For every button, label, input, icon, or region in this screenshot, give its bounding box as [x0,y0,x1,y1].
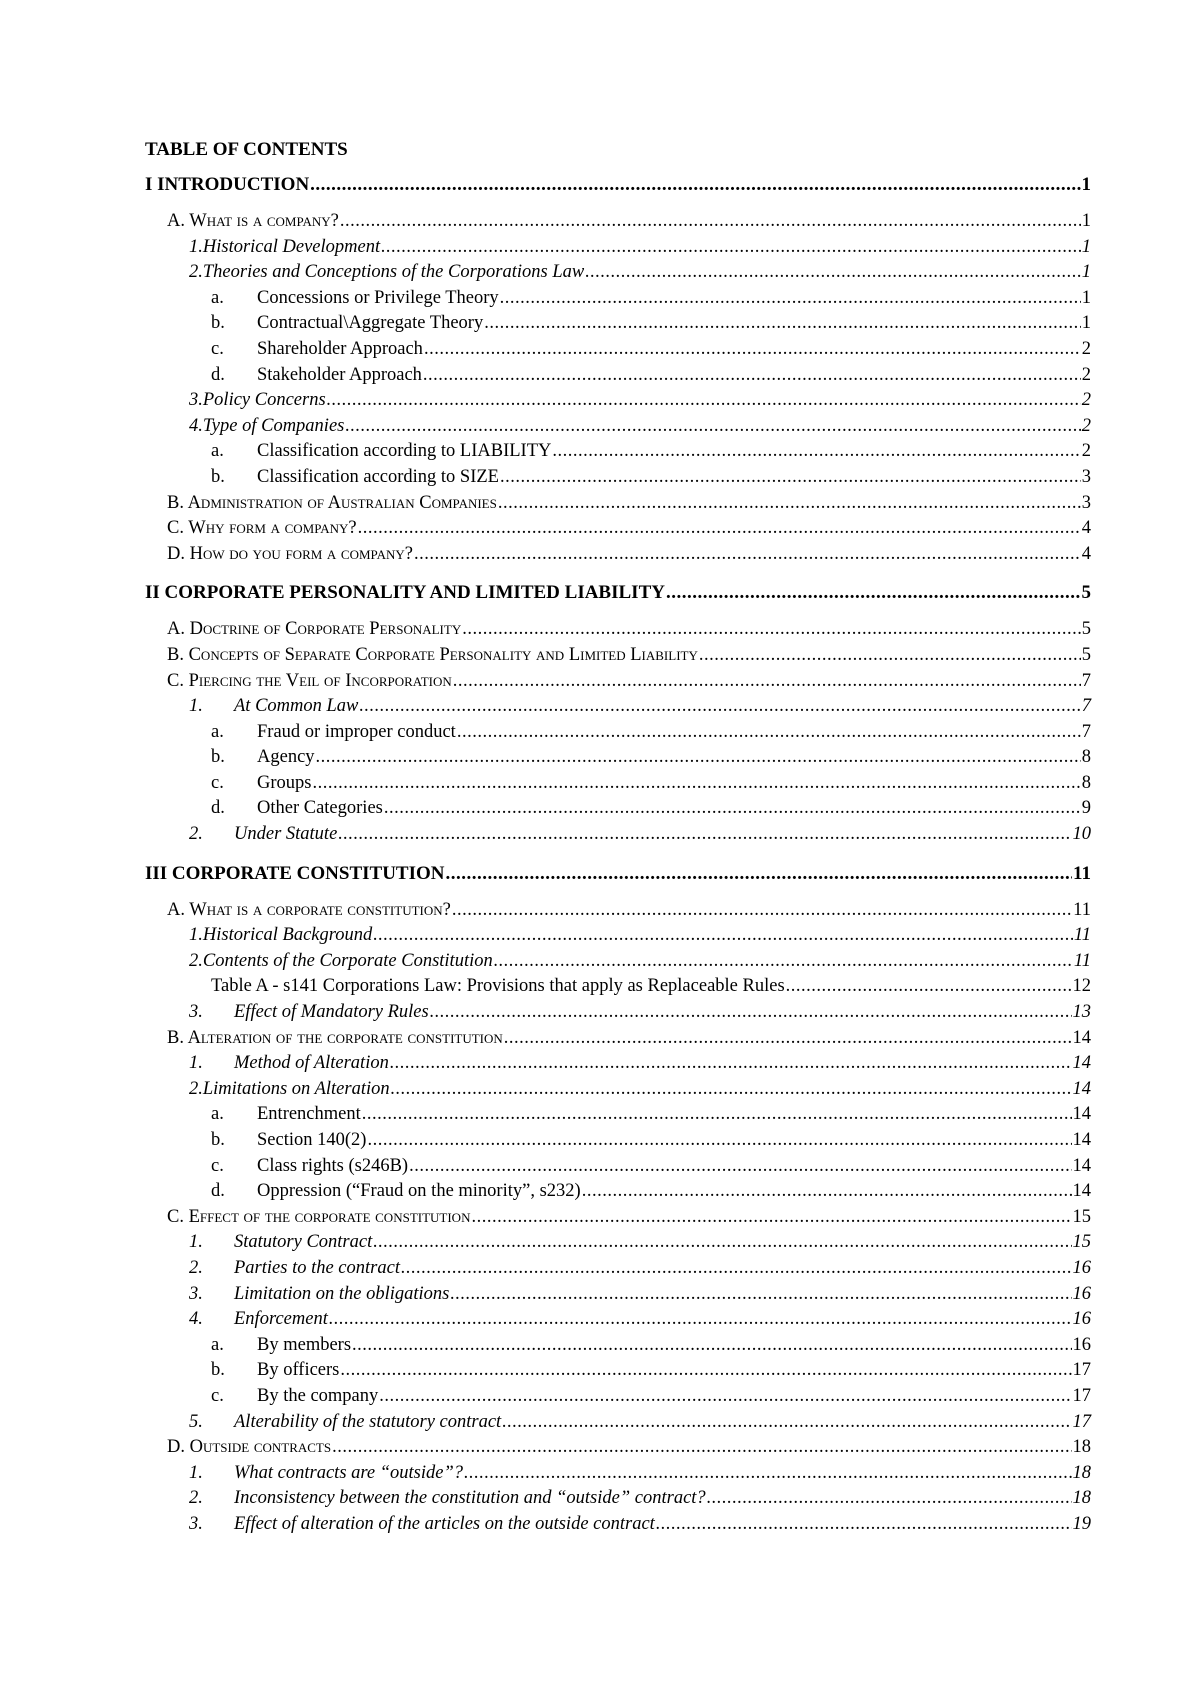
toc-page-number: 4 [1081,543,1091,564]
toc-entry-label: Effect of Mandatory Rules [234,1002,429,1023]
toc-entry-item[interactable] [145,337,1091,363]
dot-leader [340,209,1081,235]
toc-entry-label: C. Effect of the corporate constitution [167,1206,471,1227]
toc-page-number: 13 [1072,1002,1091,1023]
toc-entry-number: 2. [189,1257,203,1278]
toc-entry-number: 3. [189,1002,203,1023]
dot-leader [430,1000,1072,1026]
toc-entry-item[interactable] [145,796,1091,822]
toc-entry-item[interactable] [145,363,1091,389]
toc-page-number: 17 [1072,1411,1091,1432]
dot-leader [666,579,1081,607]
toc-entry-sub[interactable] [145,694,1091,720]
toc-entry-title [145,171,309,199]
toc-page-number: 17 [1072,1360,1091,1381]
toc-entry-number: 5. [189,1411,203,1432]
toc-entry-label: Contents of the Corporate Constitution [202,950,493,971]
toc-entry-title [211,1384,378,1410]
toc-entry-title [189,1256,400,1282]
toc-entry-label: C. Piercing the Veil of Incorporation [167,670,452,691]
toc-entry-number: 1. [189,1053,203,1074]
toc-entry-item[interactable] [145,1102,1091,1128]
toc-page-number: 2 [1081,390,1091,411]
toc-entry-title [211,439,551,465]
toc-entry-label: Fraud or improper conduct [257,721,456,742]
toc-entry-number: d. [211,1181,225,1202]
toc-entry-sub[interactable] [145,1051,1091,1077]
dot-leader [707,1486,1072,1512]
toc-entry-title [145,579,665,607]
toc-entry-sec[interactable] [145,542,1091,568]
toc-entry-sec[interactable] [145,491,1091,517]
dot-leader [471,1205,1071,1231]
toc-entry-item[interactable] [145,286,1091,312]
toc-page-number: 7 [1081,721,1091,742]
toc-entry-item[interactable] [145,1358,1091,1384]
toc-entry-sec[interactable] [145,643,1091,669]
dot-leader [494,949,1073,975]
toc-heading: TABLE OF CONTENTS [145,139,348,160]
toc-page-number: 11 [1073,862,1091,884]
toc-entry-sub[interactable] [145,1410,1091,1436]
toc-page-number: 5 [1081,644,1091,665]
toc-entry-title [167,1435,331,1461]
toc-entry-number: a. [211,1334,224,1355]
toc-entry-number: 2. [189,262,203,283]
toc-entry-number: a. [211,1104,224,1125]
toc-entry-sec[interactable] [145,209,1091,235]
toc-page-number: 19 [1072,1513,1091,1534]
toc-entry-label: B. Concepts of Separate Corporate Personality and Limited Liability [167,644,698,665]
dot-leader [500,286,1081,312]
toc-page-number: 2 [1081,338,1091,359]
toc-page-number: 16 [1072,1283,1091,1304]
toc-entry-label: At Common Law [234,696,359,717]
toc-entry-label: B. Alteration of the corporate constitution [167,1027,503,1048]
toc-entry-title [189,1230,372,1256]
dot-leader [498,491,1081,517]
toc-page-number: 14 [1072,1027,1091,1048]
toc-page-number: 11 [1073,899,1091,920]
dot-leader [401,1256,1072,1282]
toc-entry-item[interactable] [145,311,1091,337]
toc-entry-title [211,745,315,771]
toc-entry-number: 2. [189,1078,203,1099]
toc-entry-label: Type of Companies [202,415,345,436]
dot-leader [409,1154,1071,1180]
dot-leader [453,669,1081,695]
dot-leader [390,1051,1072,1077]
dot-leader [450,1282,1071,1308]
toc-entry-title [189,1410,501,1436]
toc-page-number: 14 [1072,1155,1091,1176]
dot-leader [582,1179,1072,1205]
toc-entry-title [211,286,499,312]
toc-entry-label: Alterability of the statutory contract [234,1411,502,1432]
toc-page-number: 1 [1081,211,1091,231]
toc-page-number: 1 [1081,313,1091,334]
toc-entry-part[interactable] [145,860,1091,888]
toc-entry-number: a. [211,441,224,462]
toc-entry-sub[interactable] [145,1000,1091,1026]
dot-leader [332,1435,1071,1461]
toc-entry-sub[interactable] [145,1461,1091,1487]
toc-page-number: 14 [1072,1104,1091,1125]
toc-entry-plain[interactable] [145,974,1091,1000]
toc-entry-title [211,1179,581,1205]
toc-entry-title [211,720,456,746]
toc-entry-sec[interactable] [145,1026,1091,1052]
toc-entry-number: 3. [189,1283,203,1304]
toc-entry-title [211,465,499,491]
toc-entry-number: b. [211,313,225,334]
toc-entry-title [189,1461,463,1487]
toc-entry-number: 1. [189,1232,203,1253]
toc-entry-title [167,491,497,517]
toc-page-number: 14 [1072,1053,1091,1074]
dot-leader [358,516,1081,542]
toc-entry-label: Shareholder Approach [257,338,423,359]
toc-page-number: 14 [1072,1181,1091,1202]
dot-leader [552,439,1080,465]
toc-entry-label: By members [257,1334,352,1355]
toc-entry-label: Parties to the contract [234,1257,400,1278]
toc-entry-sub[interactable] [145,1512,1091,1538]
toc-entry-label: Effect of alteration of the articles on the outside contract [234,1513,655,1534]
toc-entry-sub[interactable] [145,414,1091,440]
toc-page-number: 1 [1081,287,1091,308]
toc-entry-label: A. What is a corporate constitution? [167,899,451,920]
toc-entry-title [189,1282,449,1308]
dot-leader [381,235,1081,261]
toc-entry-title [167,209,339,235]
toc-entry-label: Policy Concerns [202,390,326,411]
toc-page-number: 1 [1081,174,1091,195]
toc-entry-title [167,669,452,695]
toc-page-number: 11 [1073,950,1091,971]
toc-entry-label: Classification according to SIZE [257,466,499,487]
toc-entry-label: III CORPORATE CONSTITUTION [145,862,445,884]
toc-list [145,171,1091,1538]
dot-leader [500,465,1081,491]
dot-leader [391,1077,1072,1103]
toc-entry-label: Table A - s141 Corporations Law: Provisions that apply as Replaceable Rules [211,976,785,997]
dot-leader [423,363,1081,389]
toc-entry-number: 2. [189,824,203,845]
toc-entry-title [189,388,326,414]
toc-entry-number: c. [211,1155,224,1176]
toc-entry-number: 4. [189,415,203,436]
toc-entry-title [211,363,422,389]
toc-entry-label: By the company [257,1385,379,1406]
toc-entry-sec[interactable] [145,1205,1091,1231]
toc-entry-title [167,516,357,542]
toc-entry-title [211,1128,366,1154]
toc-entry-label: Under Statute [234,824,338,845]
toc-entry-label: B. Administration of Australian Companies [167,492,497,513]
toc-page-number: 2 [1081,441,1091,462]
toc-entry-item[interactable] [145,720,1091,746]
toc-entry-label: Classification according to LIABILITY [257,441,552,462]
toc-entry-sub[interactable] [145,1077,1091,1103]
dot-leader [502,1410,1071,1436]
toc-page-number: 8 [1081,747,1091,768]
toc-page-number: 8 [1081,772,1091,793]
dot-leader [484,311,1081,337]
toc-entry-sub[interactable] [145,1282,1091,1308]
toc-page-number: 15 [1072,1206,1091,1227]
toc-entry-part[interactable] [145,579,1091,607]
toc-entry-item[interactable] [145,1384,1091,1410]
toc-entry-number: 1. [189,925,203,946]
toc-entry-label: Entrenchment [257,1104,361,1125]
toc-page-number: 1 [1081,236,1091,257]
dot-leader [345,414,1080,440]
toc-entry-title [189,822,337,848]
toc-entry-sec[interactable] [145,617,1091,643]
toc-entry-number: d. [211,364,225,385]
toc-entry-label: Stakeholder Approach [257,364,422,385]
dot-leader [699,643,1081,669]
dot-leader [656,1512,1072,1538]
toc-entry-item[interactable] [145,1333,1091,1359]
toc-entry-number: 1. [189,696,203,717]
dot-leader [585,260,1081,286]
toc-entry-number: 2. [189,1488,203,1509]
toc-page-number: 3 [1081,466,1091,487]
toc-page-number: 11 [1073,925,1091,946]
toc-entry-label: Theories and Conceptions of the Corporations Law [202,262,585,283]
toc-entry-title [189,1051,389,1077]
dot-leader [445,860,1072,888]
dot-leader [352,1333,1071,1359]
toc-entry-title [211,1102,361,1128]
toc-entry-title [211,974,785,1000]
toc-entry-number: c. [211,1385,224,1406]
toc-page-number: 18 [1072,1437,1091,1458]
toc-page-number: 17 [1072,1385,1091,1406]
dot-leader [312,771,1080,797]
dot-leader [338,822,1071,848]
dot-leader [452,898,1072,924]
toc-entry-title [189,1307,328,1333]
toc-entry-sub[interactable] [145,822,1091,848]
toc-page-number: 16 [1072,1309,1091,1330]
toc-entry-number: 3. [189,1513,203,1534]
toc-entry-number: a. [211,721,224,742]
toc-entry-sub[interactable] [145,388,1091,414]
dot-leader [362,1102,1072,1128]
toc-entry-label: II CORPORATE PERSONALITY AND LIMITED LIABILITY [145,582,665,604]
toc-page-number: 5 [1081,619,1091,640]
dot-leader [329,1307,1072,1333]
toc-entry-number: c. [211,338,224,359]
toc-entry-item[interactable] [145,439,1091,465]
toc-entry-label: Limitations on Alteration [202,1078,390,1099]
toc-entry-title [167,1026,503,1052]
dot-leader [464,1461,1071,1487]
toc-entry-label: Class rights (s246B) [257,1155,409,1176]
toc-entry-item[interactable] [145,1128,1091,1154]
toc-entry-label: What contracts are “outside”? [234,1462,464,1483]
toc-entry-number: 1. [189,1462,203,1483]
toc-entry-number: b. [211,1130,225,1150]
toc-page-number: 2 [1081,415,1091,436]
toc-entry-label: A. What is a company? [167,211,339,231]
toc-entry-label: Historical Development [202,236,381,257]
toc-entry-title [189,694,358,720]
toc-entry-number: b. [211,747,225,768]
dot-leader [373,1230,1071,1256]
table-of-contents [145,132,1091,1538]
toc-entry-sub[interactable] [145,235,1091,261]
toc-entry-sub[interactable] [145,1307,1091,1333]
toc-entry-title [167,898,451,924]
toc-entry-title [145,860,444,888]
toc-page-number: 10 [1072,824,1091,845]
toc-entry-title [211,796,383,822]
toc-entry-sub[interactable] [145,260,1091,286]
toc-page-number: 18 [1072,1488,1091,1509]
toc-entry-label: I INTRODUCTION [145,174,310,195]
toc-page-number: 5 [1081,582,1091,604]
toc-page-number: 16 [1072,1257,1091,1278]
toc-entry-number: c. [211,772,224,793]
toc-entry-title [189,235,380,261]
dot-leader [414,542,1081,568]
toc-page-number: 1 [1081,262,1091,283]
toc-entry-title [167,617,461,643]
toc-entry-sec[interactable] [145,669,1091,695]
toc-entry-label: Other Categories [257,798,383,819]
toc-entry-title [211,1154,408,1180]
toc-entry-label: Historical Background [202,925,373,946]
toc-entry-title [167,1205,470,1231]
toc-entry-label: Concessions or Privilege Theory [257,287,499,308]
toc-entry-sec[interactable] [145,898,1091,924]
toc-entry-label: Enforcement [234,1309,328,1330]
dot-leader [340,1358,1071,1384]
toc-entry-title [167,643,698,669]
toc-entry-title [189,923,372,949]
toc-page-number: 18 [1072,1462,1091,1483]
toc-entry-item[interactable] [145,745,1091,771]
dot-leader [457,720,1081,746]
toc-page-number: 16 [1072,1334,1091,1355]
dot-leader [359,694,1080,720]
toc-entry-label: Limitation on the obligations [234,1283,450,1304]
dot-leader [379,1384,1071,1410]
toc-entry-title [211,771,311,797]
toc-entry-number: 1. [189,236,203,257]
toc-entry-title [167,542,413,568]
toc-entry-title [189,1486,706,1512]
toc-page-number: 7 [1081,696,1091,717]
toc-page-number: 14 [1072,1130,1091,1150]
toc-entry-label: Oppression (“Fraud on the minority”, s232) [257,1181,581,1202]
toc-entry-label: D. How do you form a company? [167,543,413,564]
toc-entry-title [189,1512,655,1538]
toc-entry-title [189,949,493,975]
toc-entry-sec[interactable] [145,1435,1091,1461]
toc-entry-sub[interactable] [145,949,1091,975]
toc-page-number: 15 [1072,1232,1091,1253]
toc-page-number: 3 [1081,492,1091,513]
toc-entry-item[interactable] [145,1154,1091,1180]
dot-leader [786,974,1072,1000]
dot-leader [462,617,1081,643]
toc-entry-title [189,414,344,440]
toc-entry-number: d. [211,798,225,819]
toc-page-number: 14 [1072,1078,1091,1099]
toc-entry-title [211,311,483,337]
toc-entry-title [211,337,423,363]
toc-entry-label: Groups [257,772,312,793]
toc-entry-sec[interactable] [145,516,1091,542]
dot-leader [384,796,1081,822]
toc-entry-label: Contractual\Aggregate Theory [257,313,484,334]
toc-page-number: 7 [1081,670,1091,691]
toc-entry-title [189,1077,390,1103]
toc-entry-number: b. [211,466,225,487]
toc-entry-number: a. [211,287,224,308]
toc-entry-item[interactable] [145,771,1091,797]
toc-entry-number: 4. [189,1309,203,1330]
toc-entry-label: Method of Alteration [234,1053,389,1074]
toc-entry-sub[interactable] [145,1256,1091,1282]
toc-entry-sub[interactable] [145,1486,1091,1512]
toc-entry-number: 2. [189,950,203,971]
toc-entry-sub[interactable] [145,1230,1091,1256]
dot-leader [310,171,1080,199]
toc-page-number: 2 [1081,364,1091,385]
dot-leader [327,388,1081,414]
toc-entry-label: Statutory Contract [234,1232,373,1253]
toc-page-number: 9 [1081,798,1091,819]
dot-leader [504,1026,1072,1052]
dot-leader [424,337,1081,363]
toc-entry-label: Agency [257,747,315,768]
toc-entry-part[interactable] [145,171,1091,199]
toc-entry-item[interactable] [145,465,1091,491]
toc-entry-label: D. Outside contracts [167,1437,332,1458]
toc-entry-title [189,1000,429,1026]
toc-entry-label: Section 140(2) [257,1130,367,1150]
toc-entry-title [211,1358,339,1384]
toc-entry-label: C. Why form a company? [167,518,357,539]
dot-leader [316,745,1081,771]
toc-entry-item[interactable] [145,1179,1091,1205]
toc-entry-sub[interactable] [145,923,1091,949]
toc-entry-label: Inconsistency between the constitution and “outside” contract? [234,1488,706,1509]
toc-entry-number: 3. [189,390,203,411]
toc-entry-number: b. [211,1360,225,1381]
toc-entry-title [211,1333,351,1359]
dot-leader [367,1128,1071,1154]
toc-entry-title [189,260,584,286]
toc-entry-label: A. Doctrine of Corporate Personality [167,619,462,640]
toc-page-number: 4 [1081,518,1091,539]
dot-leader [373,923,1073,949]
toc-entry-label: By officers [257,1360,340,1381]
toc-page-number: 12 [1072,976,1091,997]
